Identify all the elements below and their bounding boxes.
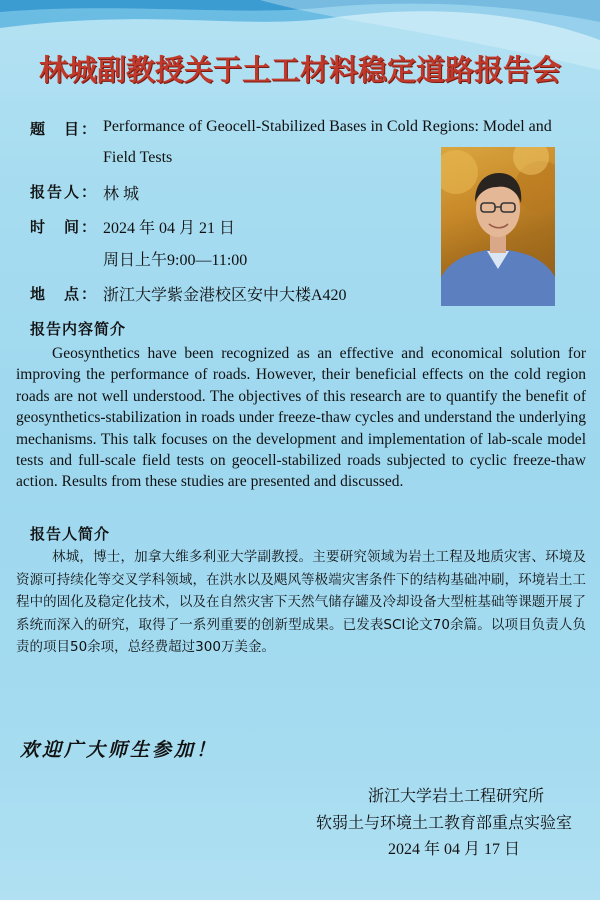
time-label: 时 间： [30, 218, 99, 236]
speaker-name: 林 城 [103, 186, 140, 203]
event-date: 2024 年 04 月 21 日 [103, 220, 236, 237]
event-place: 浙江大学紫金港校区安中大楼A420 [103, 287, 347, 304]
topic-label: 题 目： [30, 120, 99, 138]
topic-line-2: Field Tests [103, 149, 173, 166]
abstract-heading: 报告内容简介 [30, 320, 127, 338]
abstract-text: Geosynthetics have been recognized as an effective and economical solution for improving the performance of roads. However, their beneficial effects on the cold region roads are not well understood. The objectives of this research are to quantify the benefit of geosynthetics-stabilization in roads under freeze-thaw cycles and understand the underlying mechanisms. This talk focuses on the development and implementation of lab-scale model tests and full-scale field tests on geocell-stabilized roads subjected to cyclic freeze-thaw action. Results from these studies are presented and discussed. [16, 345, 586, 491]
bio-heading: 报告人简介 [30, 525, 111, 543]
topic-line-1: Performance of Geocell-Stabilized Bases in Cold Regions: Model and [103, 118, 552, 135]
signature-org-1: 浙江大学岩土工程研究所 [368, 788, 545, 805]
page-title: 林城副教授关于土工材料稳定道路报告会 [38, 53, 561, 87]
speaker-label: 报告人： [30, 183, 99, 201]
bio-text: 林城，博士，加拿大维多利亚大学副教授。主要研究领域为岩土工程及地质灾害、环境及资源可持续化等交叉学科领域，在洪水以及飓风等极端灾害条件下的结构基础冲刷，环境岩土工程中的固化及稳定化技术，以及在自然灾害下天然气储存罐及冷却设备大型桩基础等课题开展了系统而深入的研究，取得了一系列重要的创新型成果。已发表SCI论文70余篇。以项目负责人负责的项目50余项，总经费超过300万美金。 [16, 549, 586, 656]
signature-org-2: 软弱土与环境土工教育部重点实验室 [316, 815, 573, 832]
place-label: 地 点： [30, 285, 99, 303]
signature-date: 2024 年 04 月 17 日 [388, 841, 521, 858]
welcome-message: 欢迎广大师生参加！ [20, 739, 219, 761]
speaker-portrait-icon [441, 147, 555, 306]
event-time: 周日上午9:00—11:00 [103, 252, 248, 269]
